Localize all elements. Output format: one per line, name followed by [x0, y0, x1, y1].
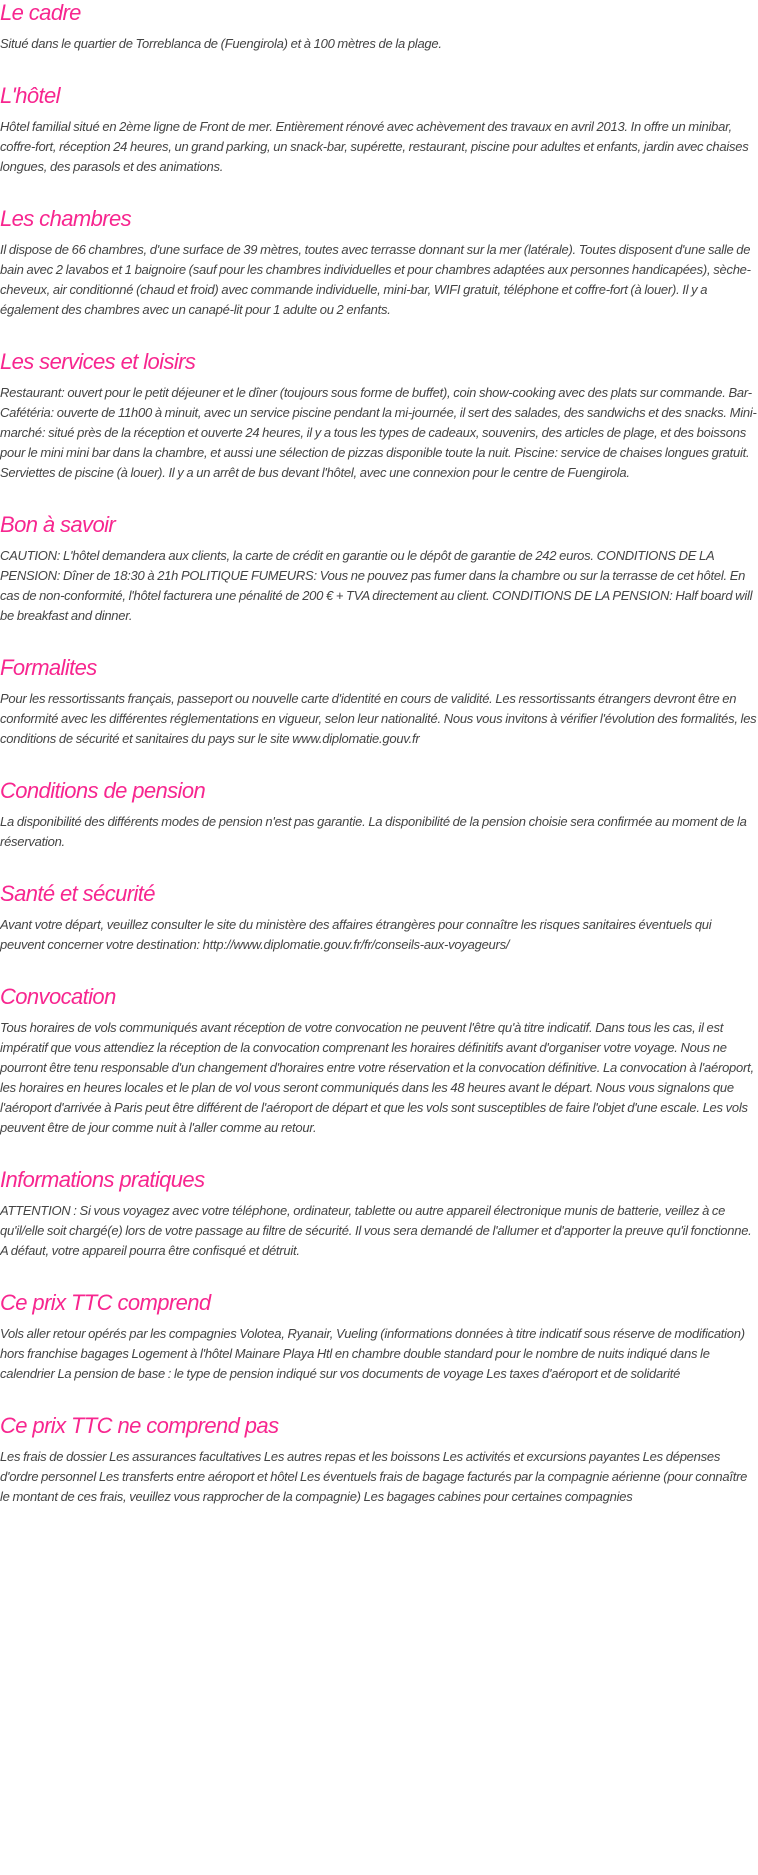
- section-body: Pour les ressortissants français, passeport ou nouvelle carte d'identité en cours de validité. Les ressortissants étrangers devront être en conformité avec les différentes réglementations en vigueur, selon leur nationalité. Nous vous invitons à vérifier l'évolution des formalités, les conditions de sécurité et sanitaires du pays sur le site www.diplomatie.gouv.fr: [0, 691, 757, 746]
- section-le-cadre: [0, 0, 758, 54]
- section-body: Restaurant: ouvert pour le petit déjeuner et le dîner (toujours sous forme de buffet), coin show-cooking avec des plats sur commande. Bar-Cafétéria: ouverte de 11h00 à minuit, avec un service piscine pendant la mi-journée, il sert des salades, des sandwichs et des snacks. Mini-marché: situé près de la réception et ouverte 24 heures, il y a tous les types de cadeaux, souvenirs, des articles de plage, et des boissons pour le mini mini bar dans la chambre, et aussi une sélection de pizzas disponible toute la nuit. Piscine: service de chaises longues gratuit. Serviettes de piscine (à louer). Il y a un arrêt de bus devant l'hôtel, avec une connexion pour le centre de Fuengirola.: [0, 385, 757, 480]
- section-sante-securite: [0, 881, 758, 955]
- section-prix-ne-comprend-pas: [0, 1413, 758, 1507]
- section-body: Il dispose de 66 chambres, d'une surface de 39 mètres, toutes avec terrasse donnant sur la mer (latérale). Toutes disposent d'une salle de bain avec 2 lavabos et 1 baignoire (sauf pour les chambres individuelles et pour chambres adaptées aux personnes handicapées), sèche-cheveux, air conditionné (chaud et froid) avec commande individuelle, mini-bar, WIFI gratuit, téléphone et coffre-fort (à louer). Il y a également des chambres avec un canapé-lit pour 1 adulte ou 2 enfants.: [0, 242, 751, 317]
- section-title: Les chambres: [0, 206, 131, 231]
- section-body: Les frais de dossier Les assurances facultatives Les autres repas et les boissons Les activités et excursions payantes Les dépenses d'ordre personnel Les transferts entre aéroport et hôtel Les éventuels frais de bagage facturés par la compagnie aérienne (pour connaître le montant de ces frais, veuillez vous rapprocher de la compagnie) Les bagages cabines pour certaines compagnies: [0, 1449, 748, 1504]
- section-bon-a-savoir: [0, 512, 758, 626]
- section-informations-pratiques: [0, 1167, 758, 1261]
- section-chambres: [0, 206, 758, 320]
- section-title: Santé et sécurité: [0, 881, 155, 906]
- section-title: Bon à savoir: [0, 512, 116, 537]
- section-title: Le cadre: [0, 0, 81, 25]
- section-convocation: [0, 984, 758, 1138]
- section-title: Informations pratiques: [0, 1167, 205, 1192]
- section-formalites: [0, 655, 758, 749]
- section-body: Tous horaires de vols communiqués avant réception de votre convocation ne peuvent l'être qu'à titre indicatif. Dans tous les cas, il est impératif que vous attendiez la réception de la convocation comprenant les horaires définitifs avant d'organiser votre voyage. Nous ne pourront être tenu responsable d'un changement d'horaires entre votre réservation et la convocation définitive. La convocation à l'aéroport, les horaires en heures locales et le plan de vol vous seront communiqués dans les 48 heures avant le départ. Nous vous signalons que l'aéroport d'arrivée à Paris peut être différent de l'aéroport de départ et que les vols sont susceptibles de faire l'objet d'une escale. Les vols peuvent être de jour comme nuit à l'aller comme au retour.: [0, 1020, 754, 1135]
- section-body: La disponibilité des différents modes de pension n'est pas garantie. La disponibilité de la pension choisie sera confirmée au moment de la réservation.: [0, 814, 747, 849]
- section-title: Formalites: [0, 655, 97, 680]
- section-prix-comprend: [0, 1290, 758, 1384]
- section-conditions-pension: [0, 778, 758, 852]
- section-title: Convocation: [0, 984, 116, 1009]
- section-title: Conditions de pension: [0, 778, 206, 803]
- section-services-loisirs: [0, 349, 758, 483]
- section-hotel: [0, 83, 758, 177]
- section-body: Situé dans le quartier de Torreblanca de (Fuengirola) et à 100 mètres de la plage.: [0, 36, 442, 51]
- section-body: Hôtel familial situé en 2ème ligne de Front de mer. Entièrement rénové avec achèvement des travaux en avril 2013. In offre un minibar, coffre-fort, réception 24 heures, un grand parking, un snack-bar, supérette, restaurant, piscine pour adultes et enfants, jardin avec chaises longues, des parasols et des animations.: [0, 119, 749, 174]
- section-title: L'hôtel: [0, 83, 60, 108]
- section-body: Avant votre départ, veuillez consulter le site du ministère des affaires étrangères pour connaître les risques sanitaires éventuels qui peuvent concerner votre destination: http://www.diplomatie.gouv.fr/fr/conseils-aux-voyageurs/: [0, 917, 712, 952]
- section-body: CAUTION: L'hôtel demandera aux clients, la carte de crédit en garantie ou le dépôt de garantie de 242 euros. CONDITIONS DE LA PENSION: Dîner de 18:30 à 21h POLITIQUE FUMEURS: Vous ne pouvez pas fumer dans la chambre ou sur la terrasse de cet hôtel. En cas de non-conformité, l'hôtel facturera une pénalité de 200 € + TVA directement au client. CONDITIONS DE LA PENSION: Half board will be breakfast and dinner.: [0, 548, 753, 623]
- section-body: ATTENTION : Si vous voyagez avec votre téléphone, ordinateur, tablette ou autre appareil électronique munis de batterie, veillez à ce qu'il/elle soit chargé(e) lors de votre passage au filtre de sécurité. Il vous sera demandé de l'allumer et d'apporter la preuve qu'il fonctionne. A défaut, votre appareil pourra être confisqué et détruit.: [0, 1203, 752, 1258]
- section-title: Ce prix TTC comprend: [0, 1290, 211, 1315]
- section-title: Les services et loisirs: [0, 349, 196, 374]
- section-title: Ce prix TTC ne comprend pas: [0, 1413, 279, 1438]
- section-body: Vols aller retour opérés par les compagnies Volotea, Ryanair, Vueling (informations données à titre indicatif sous réserve de modification) hors franchise bagages Logement à l'hôtel Mainare Playa Htl en chambre double standard pour le nombre de nuits indiqué dans le calendrier La pension de base : le type de pension indiqué sur vos documents de voyage Les taxes d'aéroport et de solidarité: [0, 1326, 745, 1381]
